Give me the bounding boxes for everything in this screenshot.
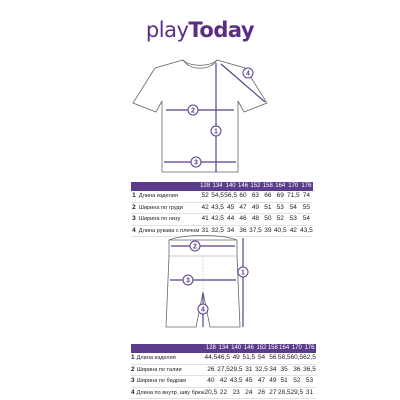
table-cell: 47 (255, 376, 268, 388)
table-cell: 42 (287, 225, 300, 237)
shorts-size-table (131, 344, 316, 399)
shorts-marker-3 (183, 275, 193, 285)
table-row (131, 202, 313, 214)
table-cell: 58,5 (278, 353, 291, 364)
table-cell: 51 (278, 376, 291, 388)
table-cell: 53 (274, 202, 287, 214)
table-cell: 41 (199, 214, 211, 226)
tshirt-marker-3 (191, 157, 201, 167)
table-cell: 34 (268, 364, 278, 376)
table-cell: 22 (217, 387, 230, 399)
row-label: Ширина по груди (137, 202, 199, 214)
size-header: 152 (256, 345, 267, 351)
table-cell: 36,5 (303, 364, 316, 376)
table-cell: 51,5 (243, 353, 256, 364)
row-label: Ширина по низу (137, 214, 199, 226)
shorts-table-body (131, 353, 316, 399)
table-cell: 32,5 (211, 225, 224, 237)
table-cell: 54,5 (211, 191, 224, 202)
tshirt-table-header (131, 182, 313, 191)
size-header: 170 (291, 345, 302, 351)
table-cell: 49 (249, 202, 262, 214)
table-cell: 37,5 (249, 225, 262, 237)
table-row (131, 214, 313, 226)
size-header: 164 (279, 345, 290, 351)
shorts-drawing (155, 232, 255, 342)
size-header: 176 (301, 183, 312, 189)
row-label: Длина по внутр. шву брюк (135, 387, 205, 399)
size-header: 176 (304, 345, 315, 351)
svg-text:2: 2 (191, 107, 195, 115)
table-cell: 49 (230, 353, 243, 364)
table-cell: 53 (303, 376, 316, 388)
table-cell: 28,5 (278, 387, 291, 399)
table-cell: 42 (199, 202, 211, 214)
table-cell: 31 (303, 387, 316, 399)
table-row (131, 353, 316, 364)
shorts-table-header (131, 344, 316, 353)
row-label: Длина изделия (135, 353, 205, 364)
table-cell: 48 (249, 214, 262, 226)
size-header: 164 (275, 183, 286, 189)
table-cell: 54 (255, 353, 268, 364)
table-cell: 26 (205, 364, 218, 376)
svg-text:4: 4 (246, 70, 250, 78)
table-cell: 31 (199, 225, 211, 237)
table-row (131, 387, 316, 399)
table-cell: 51 (262, 202, 274, 214)
table-cell: 34 (224, 225, 237, 237)
row-number: 2 (131, 202, 137, 214)
table-cell: 60,5 (291, 353, 304, 364)
table-cell: 55 (300, 202, 313, 214)
table-cell: 46 (237, 214, 249, 226)
tshirt-table-body (131, 191, 313, 237)
table-cell: 44 (224, 214, 237, 226)
tshirt-marker-2 (188, 105, 198, 115)
table-cell: 40 (205, 376, 218, 388)
tshirt-marker-1 (211, 126, 221, 136)
size-header: 134 (218, 345, 229, 351)
row-label: Длина рукава с плечом (137, 225, 199, 237)
table-cell: 52 (199, 191, 211, 202)
table-cell: 27 (268, 387, 278, 399)
table-cell: 43,5 (300, 225, 313, 237)
size-header: 128 (200, 183, 211, 189)
table-cell: 43,5 (211, 202, 224, 214)
table-row (131, 191, 313, 202)
table-cell: 62,5 (303, 353, 316, 364)
table-cell: 45 (224, 202, 237, 214)
table-cell: 56,5 (224, 191, 237, 202)
brand-logo-part1: play (145, 18, 189, 42)
table-cell: 42,5 (211, 214, 224, 226)
tshirt-drawing (120, 55, 280, 180)
table-cell: 31 (243, 364, 256, 376)
table-cell: 56 (268, 353, 278, 364)
table-cell: 27,5 (217, 364, 230, 376)
table-cell: 23 (230, 387, 243, 399)
brand-logo-part2: Today (188, 18, 255, 42)
table-cell: 20,5 (205, 387, 218, 399)
row-label: Длина изделия (137, 191, 199, 202)
table-cell: 60 (237, 191, 249, 202)
table-cell: 49 (268, 376, 278, 388)
table-cell: 53 (287, 214, 300, 226)
row-number: 3 (131, 376, 135, 388)
shorts-marker-1 (238, 267, 248, 277)
row-label: Ширина по талии (135, 364, 205, 376)
table-row (131, 364, 316, 376)
table-cell: 71,5 (287, 191, 300, 202)
table-cell: 29,5 (230, 364, 243, 376)
svg-text:1: 1 (241, 269, 245, 277)
row-number: 1 (131, 353, 135, 364)
row-label: Ширина по бедрам (135, 376, 205, 388)
table-cell: 63 (249, 191, 262, 202)
size-header: 140 (231, 345, 242, 351)
svg-text:1: 1 (214, 128, 218, 136)
tshirt-marker-4 (243, 68, 253, 78)
size-header: 158 (262, 183, 273, 189)
size-header: 134 (212, 183, 223, 189)
size-header: 128 (205, 345, 216, 351)
size-header: 140 (225, 183, 236, 189)
row-number: 1 (131, 191, 137, 202)
table-cell: 46,5 (217, 353, 230, 364)
table-cell: 24 (243, 387, 256, 399)
table-cell: 66 (262, 191, 274, 202)
svg-text:3: 3 (186, 277, 190, 285)
table-cell: 54 (287, 202, 300, 214)
size-header: 158 (267, 345, 278, 351)
table-cell: 39 (262, 225, 274, 237)
svg-text:4: 4 (201, 306, 205, 314)
brand-logo (0, 18, 400, 42)
svg-text:3: 3 (194, 159, 198, 167)
table-cell: 29,5 (291, 387, 304, 399)
size-header: 152 (250, 183, 261, 189)
table-cell: 50 (262, 214, 274, 226)
table-cell: 40,5 (274, 225, 287, 237)
tshirt-size-table (131, 182, 313, 237)
table-cell: 44,5 (205, 353, 218, 364)
table-cell: 52 (274, 214, 287, 226)
table-cell: 74 (300, 191, 313, 202)
table-cell: 47 (237, 202, 249, 214)
table-cell: 26 (255, 387, 268, 399)
size-header: 146 (238, 183, 249, 189)
table-row (131, 376, 316, 388)
table-cell: 52 (291, 376, 304, 388)
table-cell: 43,5 (230, 376, 243, 388)
row-number: 3 (131, 214, 137, 226)
shorts-marker-4 (198, 304, 208, 314)
table-cell: 69 (274, 191, 287, 202)
shorts-marker-2 (190, 241, 200, 251)
svg-text:2: 2 (193, 243, 197, 251)
table-cell: 35 (278, 364, 291, 376)
row-number: 4 (131, 387, 135, 399)
table-cell: 36 (291, 364, 304, 376)
row-number: 2 (131, 364, 135, 376)
size-header: 170 (288, 183, 299, 189)
table-cell: 54 (300, 214, 313, 226)
table-cell: 42 (217, 376, 230, 388)
row-number: 4 (131, 225, 137, 237)
table-cell: 45 (243, 376, 256, 388)
size-header: 146 (243, 345, 254, 351)
table-cell: 36 (237, 225, 249, 237)
table-cell: 32,5 (255, 364, 268, 376)
